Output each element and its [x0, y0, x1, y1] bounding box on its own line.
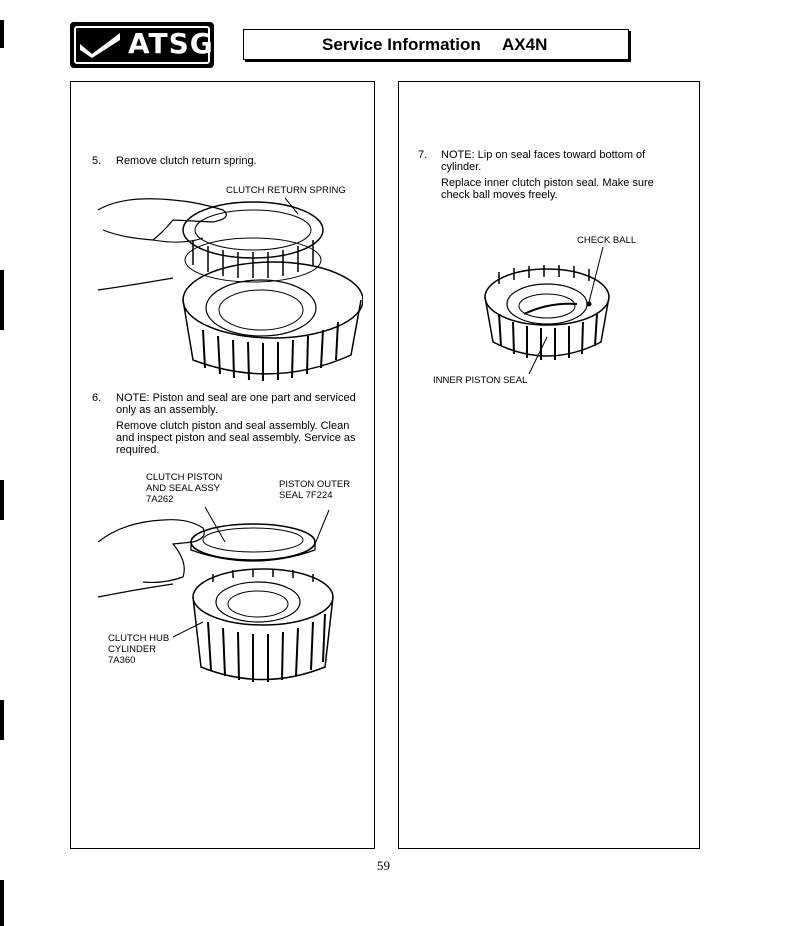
step-6-note-line1: NOTE: Piston and seal are one part and serviced — [116, 392, 356, 404]
step-6-note-line2: only as an assembly. — [116, 404, 218, 416]
page-edge-mark — [0, 880, 4, 926]
header-title: Service Information — [322, 35, 481, 54]
callout-piston-outer-seal-line1: PISTON OUTER — [279, 479, 351, 490]
left-panel — [70, 81, 375, 849]
step-7-note-line1: NOTE: Lip on seal faces toward bottom of — [441, 149, 646, 161]
step-7-note-line2: cylinder. — [441, 161, 482, 173]
callout-clutch-hub-line2: CYLINDER — [108, 644, 157, 655]
step-7-number: 7. — [418, 149, 428, 161]
callout-check-ball: CHECK BALL — [577, 235, 637, 246]
checkmark-icon — [78, 30, 122, 58]
callout-clutch-piston-line3: 7A262 — [146, 494, 174, 505]
page-edge-mark — [0, 20, 4, 48]
step-5-number: 5. — [92, 155, 102, 167]
header-box — [243, 29, 629, 60]
atsg-logo — [70, 22, 214, 68]
callout-piston-outer-seal-line2: SEAL 7F224 — [279, 490, 333, 501]
clutch-return-spring-illustration — [93, 190, 363, 385]
page-edge-mark — [0, 700, 4, 740]
step-5-text: Remove clutch return spring. — [116, 155, 257, 167]
header-model: AX4N — [502, 35, 548, 54]
step-7-instr-line1: Replace inner clutch piston seal. Make sure — [441, 177, 654, 189]
page-edge-mark — [0, 480, 4, 520]
callout-clutch-piston-line1: CLUTCH PISTON — [146, 472, 223, 483]
step-6-instr-line1: Remove clutch piston and seal assembly. Clean — [116, 420, 350, 432]
logo-text: ATSG — [128, 27, 214, 60]
step-7-instr-line2: check ball moves freely. — [441, 189, 558, 201]
step-6-instr-line2: and inspect piston and seal assembly. Service as — [116, 432, 356, 444]
callout-inner-piston-seal: INNER PISTON SEAL — [433, 375, 528, 386]
step-6-number: 6. — [92, 392, 102, 404]
inner-piston-seal-illustration — [479, 242, 619, 377]
step-6-instr-line3: required. — [116, 444, 160, 456]
callout-clutch-piston-line2: AND SEAL ASSY — [146, 483, 221, 494]
callout-clutch-return-spring: CLUTCH RETURN SPRING — [226, 185, 346, 196]
page-edge-mark — [0, 270, 4, 330]
callout-clutch-hub-line3: 7A360 — [108, 655, 136, 666]
page-number: 59 — [377, 858, 390, 873]
callout-clutch-hub-line1: CLUTCH HUB — [108, 633, 170, 644]
right-panel — [398, 81, 700, 849]
